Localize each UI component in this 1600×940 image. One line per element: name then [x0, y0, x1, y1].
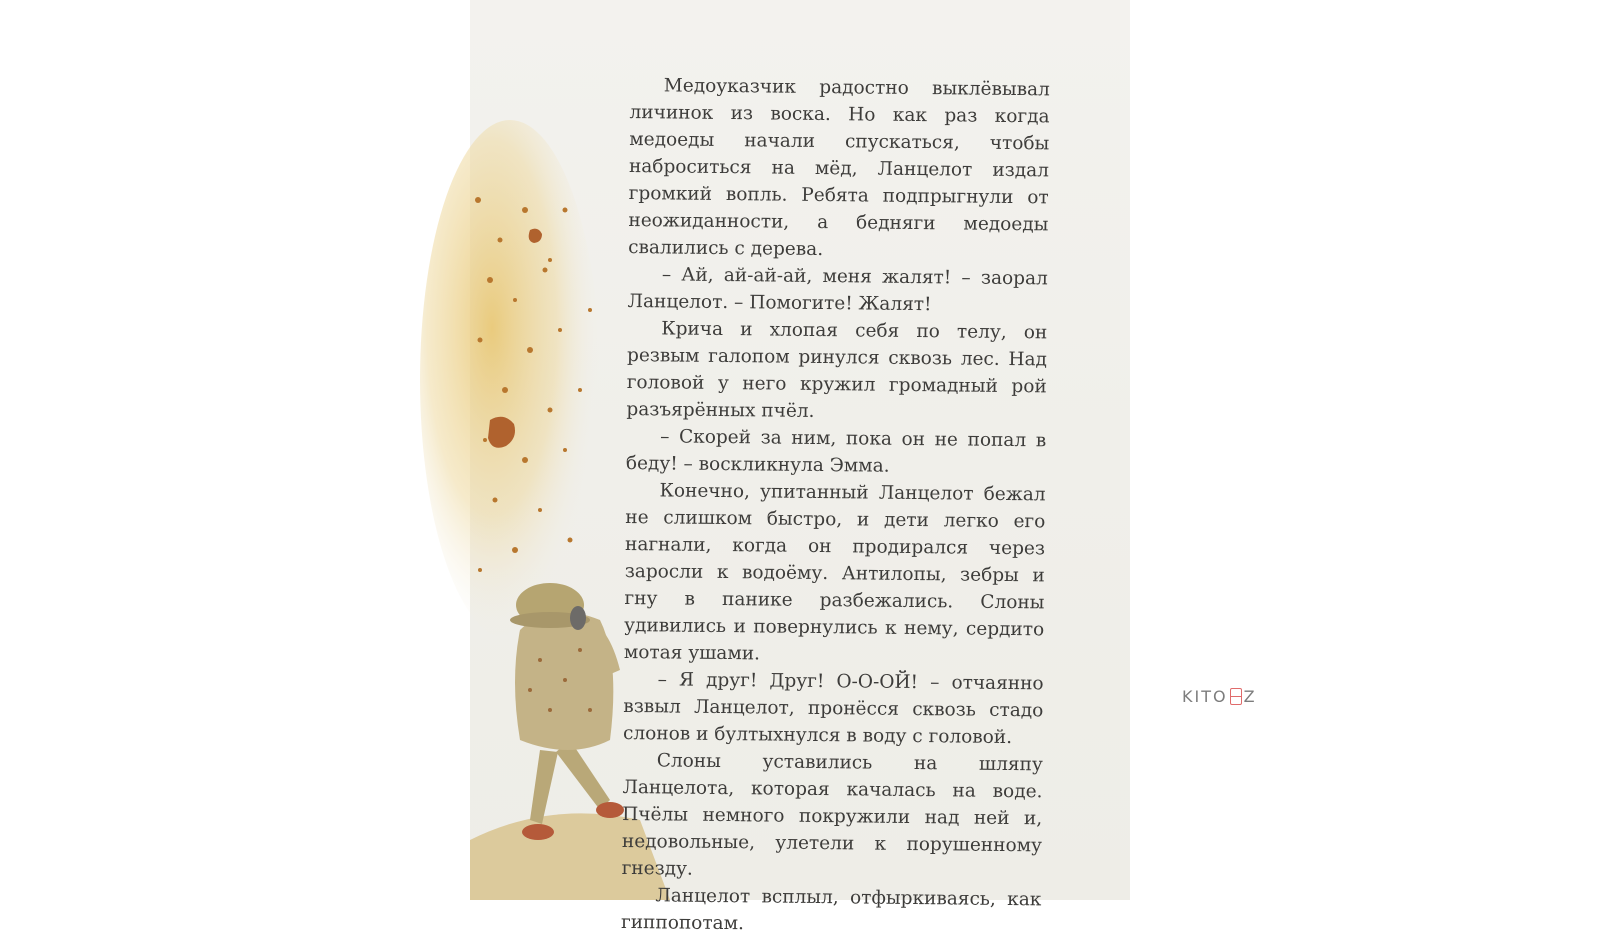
book-icon	[1230, 688, 1242, 705]
paragraph: Ланцелот всплыл, отфыркиваясь, как гиппопотам.	[620, 885, 1042, 935]
paragraph: Конечно, упитанный Ланцелот бежал не слишком быстро, и дети легко его нагнали, когда он продирался через заросли к водоёму. Антилопы, зебры и гну в панике разбежались. Слоны удивились и повернулись к нему, сердито мотая ушами.	[623, 480, 1046, 665]
watermark-text-left: KITO	[1182, 687, 1228, 706]
paragraph: – Ай, ай-ай-ай, меня жалят! – заорал Ланцелот. – Помогите! Жалят!	[627, 264, 1048, 316]
watermark-text-right: Z	[1243, 687, 1257, 706]
paragraph: – Я друг! Друг! О-О-ОЙ! – отчаянно взвыл Ланцелот, пронёсся сквозь стадо слонов и бултыхнулся в воду с головой.	[622, 669, 1044, 749]
story-text	[621, 72, 1050, 940]
bee-swarm	[420, 120, 600, 640]
paragraph: Медоуказчик радостно выклёвывал личинок из воска. Но как раз когда медоеды начали спускаться, чтобы наброситься на мёд, Ланцелот издал громкий вопль. Ребята подпрыгнули от неожиданности, а бедняги медоеды свалились с дерева.	[628, 75, 1050, 261]
running-man	[510, 583, 624, 840]
site-watermark-logo	[1182, 687, 1257, 706]
paragraph: – Скорей за ним, пока он не попал в беду! – воскликнула Эмма.	[625, 426, 1047, 477]
paragraph: Слоны уставились на шляпу Ланцелота, которая качалась на воде. Пчёлы немного покружили над ней и, недовольные, улетели к порушенному гнезду.	[621, 750, 1043, 880]
book-page	[470, 0, 1130, 935]
paragraph: Крича и хлопая себя по телу, он резвым галопом ринулся сквозь лес. Над головой у него кружил громадный рой разъярённых пчёл.	[626, 318, 1048, 422]
